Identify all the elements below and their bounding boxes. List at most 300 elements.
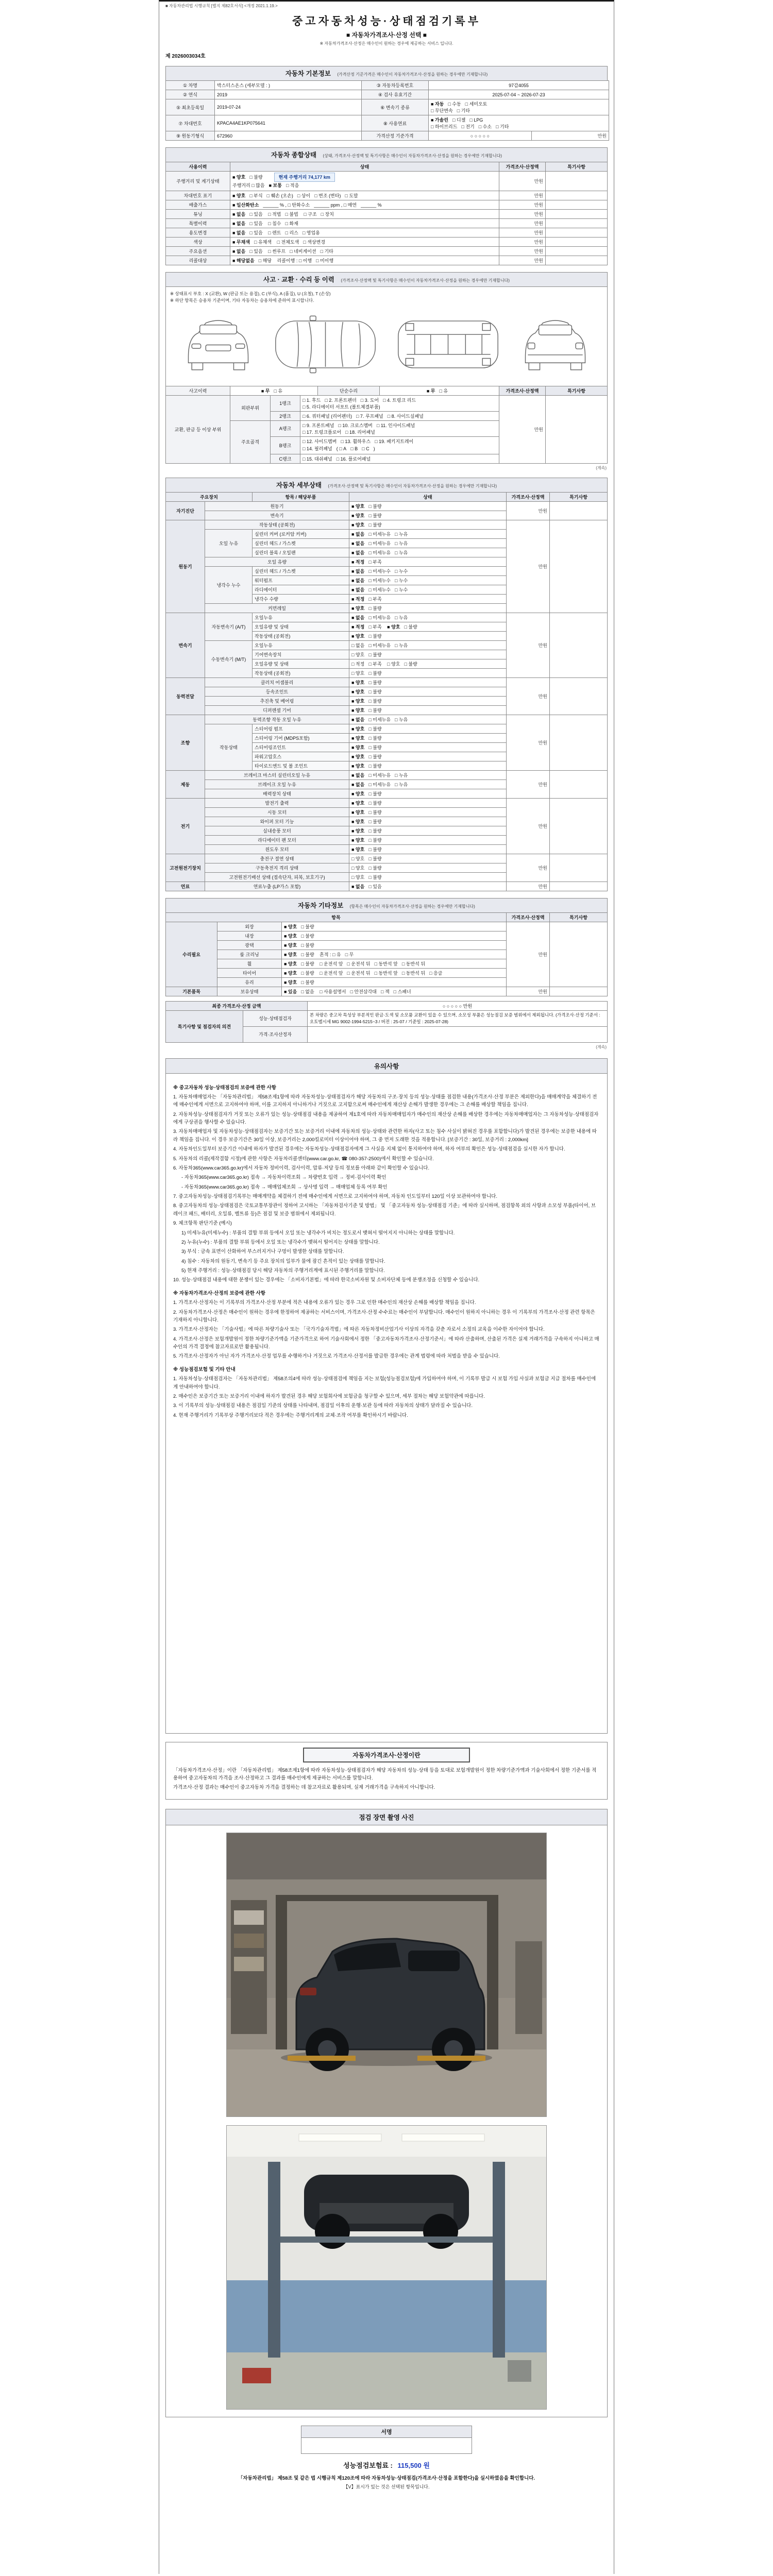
checkbox-전체도색[interactable]: □ 전체도색: [277, 239, 299, 245]
checkbox-1. 후드[interactable]: □ 1. 후드: [303, 397, 321, 403]
checkbox-없음[interactable]: ■ 없음: [232, 248, 246, 254]
checkbox-누유[interactable]: □ 누유: [395, 531, 408, 537]
checkbox-침수[interactable]: □ 침수: [268, 221, 281, 226]
acc2-table: [165, 395, 608, 464]
checkbox-있음[interactable]: □ 있음: [249, 230, 263, 235]
section-basic-title: 자동차 기본정보: [285, 70, 331, 77]
checkbox-13. 휠하우스[interactable]: □ 13. 휠하우스: [341, 438, 371, 444]
checkbox-화재[interactable]: □ 화재: [285, 221, 298, 226]
checkbox-11. 인사이드패널[interactable]: □ 11. 인사이드패널: [376, 422, 415, 428]
cell: [550, 677, 608, 715]
checkbox-세미오토[interactable]: □ 세미오토: [465, 101, 488, 107]
checkbox-없음[interactable]: ■ 없음: [232, 211, 246, 217]
checkbox-유[interactable]: □ 유: [332, 952, 341, 957]
cell: [546, 191, 608, 200]
checkbox-양호[interactable]: ■ 양호: [284, 961, 297, 967]
signature-area[interactable]: [301, 2438, 472, 2453]
checkbox-양호[interactable]: ■ 양호: [351, 754, 365, 759]
pricing-definition-title: 자동차가격조사·산정이란: [303, 1748, 470, 1762]
notice-paragraph: 2. 매수인은 보증기간 또는 보증거리 이내에 하자가 발견된 경우 해당 보험회사에 보험금을 청구할 수 있으며, 세부 절차는 해당 보험약관에 따릅니다.: [173, 1393, 485, 1399]
checkbox-불량[interactable]: □ 불량: [301, 952, 314, 957]
checkbox-기타[interactable]: □ 기타: [496, 124, 509, 129]
checkbox-불법[interactable]: □ 불법: [285, 211, 298, 217]
checkbox-17. 트렁크플로어[interactable]: □ 17. 트렁크플로어: [303, 429, 342, 435]
photos-box: [165, 1825, 608, 2417]
checkbox-운전석 뒤[interactable]: □ 운전석 뒤: [347, 970, 371, 976]
checkbox-3. 도어[interactable]: □ 3. 도어: [360, 397, 379, 403]
checkbox-도말[interactable]: □ 도말: [345, 193, 358, 198]
cell: [546, 246, 608, 256]
checkbox-응급[interactable]: □ 응급: [429, 970, 443, 976]
confirm-statement: 「자동차관리법」 제58조 및 같은 법 시행규칙 제120조에 따라 자동차성능·상태점검(가격조사·산정을 포함한다)을 실시하였음을 확인합니다.: [238, 2476, 535, 2482]
checkbox-양호[interactable]: ■ 양호: [351, 698, 365, 704]
checkbox-장치[interactable]: □ 장치: [321, 211, 334, 217]
checkbox-LPG[interactable]: □ LPG: [469, 117, 483, 123]
checkbox-양호[interactable]: □ 양호: [351, 874, 365, 880]
checkbox-불량[interactable]: □ 불량: [301, 933, 314, 939]
cell: 만원: [499, 256, 546, 265]
cell: 만원: [499, 218, 546, 228]
checkbox-운전석 앞[interactable]: □ 운전석 앞: [320, 961, 343, 967]
cell: ⑥ 변속기 종류: [362, 99, 429, 115]
header-cell: 특기사항: [550, 492, 608, 501]
checkbox-불량[interactable]: □ 불량: [368, 865, 382, 871]
checkbox-불량[interactable]: □ 불량: [368, 874, 382, 880]
cell: 스티어링조인트: [253, 742, 349, 752]
checkbox-4. 트렁크 리드[interactable]: □ 4. 트렁크 리드: [383, 397, 416, 403]
cell: 시동 모터: [205, 807, 349, 817]
notice-paragraph: 2) 누유(누수) : 부품의 결합 부위 등에서 오일 또는 냉각수가 맺혀서 떨어지는 상태를 말합니다.: [181, 1239, 380, 1245]
header-cell: 사용이력: [166, 162, 230, 172]
checkbox-19. 패키지트레이[interactable]: □ 19. 패키지트레이: [375, 438, 414, 444]
checkbox-적법[interactable]: □ 적법: [268, 211, 281, 217]
checkbox-미세누유[interactable]: □ 미세누유: [368, 642, 391, 648]
checkbox-cell: [230, 191, 499, 200]
checkbox-불량[interactable]: □ 불량: [368, 819, 382, 824]
checkbox-양호[interactable]: ■ 양호: [232, 175, 246, 180]
cell: 2025-07-04 ~ 2026-07-23: [429, 90, 609, 99]
checkbox-cell: [230, 209, 499, 218]
checkbox-동반석 앞[interactable]: □ 동반석 앞: [374, 970, 398, 976]
checkbox-양호[interactable]: ■ 양호: [351, 513, 365, 518]
cell: 가격·조사산정자: [243, 1026, 308, 1042]
checkbox-있음[interactable]: □ 있음: [368, 884, 382, 889]
checkbox-양호[interactable]: ■ 양호: [351, 744, 365, 750]
checkbox-15. 대쉬패널[interactable]: □ 15. 대쉬패널: [303, 456, 332, 462]
cell: 원동기: [166, 520, 205, 613]
checkbox-2. 프론트펜더[interactable]: □ 2. 프론트펜더: [325, 397, 357, 403]
checkbox-수동[interactable]: □ 수동: [448, 101, 461, 107]
cell: [546, 395, 608, 463]
cell: 오일누유: [253, 640, 349, 650]
checkbox-불량[interactable]: □ 불량: [368, 633, 382, 639]
checkbox-양호[interactable]: ■ 양호: [351, 503, 365, 509]
checkbox-유[interactable]: □ 유: [439, 388, 448, 394]
checkbox-양호[interactable]: ■ 양호: [284, 942, 297, 948]
cell: 원동기: [205, 501, 349, 511]
cell: 유리: [217, 977, 282, 987]
checkbox-없음[interactable]: ■ 없음: [351, 578, 365, 583]
header-cell: 특기사항: [546, 386, 608, 395]
checkbox-미이행[interactable]: □ 미이행: [316, 258, 334, 263]
checkbox-미세누유[interactable]: □ 미세누유: [368, 531, 391, 537]
checkbox-cell: [230, 237, 499, 246]
checkbox-양호[interactable]: ■ 양호: [351, 726, 365, 732]
checkbox-적정[interactable]: □ 적정: [351, 661, 365, 667]
checkbox-무[interactable]: □ 무: [345, 952, 354, 957]
checkbox-없음[interactable]: ■ 없음: [351, 587, 365, 592]
checkbox-불량[interactable]: □ 불량: [368, 744, 382, 750]
checkbox-불량[interactable]: □ 불량: [368, 837, 382, 843]
notice-paragraph: 10. 성능·상태점검 내용에 대한 분쟁이 있는 경우에는 「소비자기본법」에 따라 한국소비자원 및 소비자단체 등에 분쟁조정을 신청할 수 있습니다.: [173, 1277, 480, 1283]
checkbox-운전석 뒤[interactable]: □ 운전석 뒤: [347, 961, 371, 967]
checkbox-불량[interactable]: □ 불량: [404, 661, 417, 667]
checkbox-없음[interactable]: ■ 없음: [351, 531, 365, 537]
cell: ④ 검사 유효기간: [362, 90, 429, 99]
cell: 가격산정 기준가격: [362, 131, 429, 141]
checkbox-양호[interactable]: ■ 양호: [284, 933, 297, 939]
checkbox-cell: [349, 835, 507, 844]
checkbox-없음[interactable]: ■ 없음: [351, 615, 365, 620]
checkbox-잭[interactable]: □ 잭: [381, 989, 390, 994]
checkbox-불량[interactable]: □ 불량: [368, 754, 382, 759]
checkbox-8. 사이드실패널[interactable]: □ 8. 사이드실패널: [387, 413, 424, 419]
cell: 구동축전지 격리 상태: [205, 863, 349, 872]
checkbox-있음[interactable]: □ 있음: [249, 211, 263, 217]
checkbox-썬루프[interactable]: □ 썬루프: [268, 248, 286, 254]
checkbox-누유[interactable]: □ 누유: [395, 540, 408, 546]
checkbox-누유[interactable]: □ 누유: [395, 782, 408, 787]
checkbox-양호[interactable]: ■ 양호: [351, 689, 365, 694]
car-diagram-front-icon: [176, 307, 261, 382]
cell: [546, 209, 608, 218]
checkbox-많음[interactable]: □ 많음: [251, 183, 265, 189]
checkbox-누유[interactable]: □ 누유: [395, 642, 408, 648]
checkbox-양호[interactable]: ■ 양호: [284, 952, 297, 957]
checkbox-없음[interactable]: ■ 없음: [351, 884, 365, 889]
checkbox-네비게이션[interactable]: □ 네비게이션: [290, 248, 316, 254]
checkbox-적정[interactable]: ■ 적정: [351, 559, 365, 565]
checkbox-해당[interactable]: □ 해당: [258, 258, 272, 263]
checkbox-무[interactable]: ■ 무: [426, 388, 435, 394]
checkbox-양호[interactable]: □ 양호: [351, 652, 365, 657]
checkbox-cell: ■ 일산화탄소 ______ % , □ 탄화수소 ______ ppm , □ 매연 ______ %: [230, 200, 499, 209]
checkbox-적음[interactable]: □ 적음: [285, 183, 299, 189]
notice-paragraph: 4. 가격조사·산정은 보험개발원이 정한 차량기준가액을 기준가격으로 하여 기술사회에서 정한 「중고자동차가격조사·산정기준서」에 따라 산출하며, 산출된 가격은 실제 거래가격을 구속하지 아니하고 매수인의 가격 결정에 참고자료로만 활용됩니다.: [173, 1336, 599, 1350]
checkbox-양호[interactable]: ■ 양호: [232, 193, 246, 198]
checkbox-미세누유[interactable]: □ 미세누유: [368, 615, 391, 620]
notice-paragraph: 1. 자동차성능·상태점검자는 「자동차관리법」 제58조의4에 따라 성능·상태점검에 책임을 지는 보험(성능점검보험)에 가입하여야 하며, 이 기록부 발급 시 보험 가입 사실과 보험금 지급 절차를 매수인에게 안내하여야 합니다.: [173, 1376, 596, 1390]
checkbox-누유[interactable]: □ 누유: [395, 772, 408, 778]
checkbox-불량[interactable]: □ 불량: [368, 735, 382, 741]
checkbox-불량[interactable]: □ 불량: [368, 605, 382, 611]
checkbox-부족[interactable]: □ 부족: [368, 596, 382, 602]
checkbox-누수[interactable]: □ 누수: [395, 587, 408, 592]
checkbox-불량[interactable]: □ 불량: [301, 961, 314, 967]
checkbox-미세누유[interactable]: □ 미세누유: [368, 717, 391, 722]
checkbox-7. 루프패널[interactable]: □ 7. 루프패널: [356, 413, 383, 419]
checkbox-없음[interactable]: ■ 없음: [232, 230, 246, 235]
checkbox-불량[interactable]: □ 불량: [368, 846, 382, 852]
checkbox-양호[interactable]: ■ 양호: [351, 522, 365, 528]
checkbox-가솔린[interactable]: ■ 가솔린: [431, 117, 449, 123]
cell: 만원: [507, 715, 550, 770]
checkbox-있음[interactable]: □ 있음: [249, 221, 263, 226]
cell: 커먼레일: [205, 603, 349, 613]
checkbox-양호[interactable]: ■ 양호: [351, 605, 365, 611]
checkbox-없음[interactable]: ■ 없음: [351, 550, 365, 555]
detail-table: [165, 492, 608, 891]
pricing-select-note: ※ 자동차가격조사·산정은 매수인이 원하는 경우에 제공하는 서비스 입니다.: [320, 41, 453, 46]
checkbox-디젤[interactable]: □ 디젤: [452, 117, 466, 123]
checkbox-불량[interactable]: □ 불량: [249, 175, 263, 180]
checkbox-양호[interactable]: ■ 양호: [351, 846, 365, 852]
cell: 만원: [507, 854, 550, 882]
checkbox-cell: [429, 115, 609, 131]
cell: [546, 256, 608, 265]
checkbox-사용설명서[interactable]: □ 사용설명서: [320, 989, 346, 994]
checkbox-누유[interactable]: □ 누유: [395, 550, 408, 555]
checkbox-불량[interactable]: □ 불량: [368, 670, 382, 676]
checkbox-없음[interactable]: □ 없음: [301, 989, 314, 994]
checkbox-미세누유[interactable]: □ 미세누유: [368, 540, 391, 546]
checkbox-14. 필러패널[interactable]: □ 14. 필러패널: [303, 446, 332, 452]
checkbox-미세누수[interactable]: □ 미세누수: [368, 568, 391, 574]
checkbox-부식[interactable]: □ 부식: [249, 193, 263, 198]
checkbox-B[interactable]: □ B: [350, 446, 358, 452]
checkbox-cell: ■ 해당없음 □ 해당 리콜이행 : □ 이행 □ 미이행: [230, 256, 499, 265]
checkbox-cell: [349, 789, 507, 798]
cell: 연료누출 (LP가스 포함): [205, 882, 349, 891]
checkbox-양호[interactable]: ■ 양호: [351, 809, 365, 815]
checkbox-10. 크로스멤버[interactable]: □ 10. 크로스멤버: [338, 422, 373, 428]
checkbox-불량[interactable]: □ 불량: [368, 652, 382, 657]
notice-paragraph: 3. 가격조사·산정자는 「기술사법」에 따른 차량기술사 또는 「국가기술자격법」에 따른 자동차정비산업기사 이상의 자격을 갖춘 자로서 소정의 교육을 이수한 자이어야 합니다.: [173, 1327, 545, 1333]
header-cell: 특기사항: [550, 912, 608, 922]
checkbox-동반석 뒤[interactable]: □ 동반석 뒤: [401, 961, 426, 967]
checkbox-불량[interactable]: □ 불량: [301, 942, 314, 948]
checkbox-누유[interactable]: □ 누유: [395, 717, 408, 722]
cell: 만원: [507, 520, 550, 613]
checkbox-양호[interactable]: ■ 양호: [351, 735, 365, 741]
checkbox-cell: [429, 99, 609, 115]
checkbox-미세누유[interactable]: □ 미세누유: [368, 550, 391, 555]
checkbox-양호[interactable]: ■ 양호: [284, 924, 297, 929]
checkbox-무채색[interactable]: ■ 무채색: [232, 239, 250, 245]
checkbox-있음[interactable]: □ 있음: [249, 248, 263, 254]
checkbox-불량[interactable]: □ 불량: [301, 979, 314, 985]
checkbox-미세누수[interactable]: □ 미세누수: [368, 578, 391, 583]
notice-paragraph: - 자동차365(www.car365.go.kr) 접속 → 자동차이력조회 → 차량번호 입력 → 정비·검사이력 확인: [181, 1175, 386, 1181]
checkbox-수소[interactable]: □ 수소: [478, 124, 492, 129]
checkbox-불량[interactable]: □ 불량: [368, 680, 382, 685]
checkbox-없음[interactable]: ■ 없음: [351, 568, 365, 574]
cell: B랭크: [271, 436, 300, 454]
checkbox-16. 플로어패널[interactable]: □ 16. 플로어패널: [336, 456, 371, 462]
signature-box: [301, 2426, 472, 2454]
checkbox-불량[interactable]: □ 불량: [368, 791, 382, 796]
checkbox-cell: [349, 566, 507, 575]
checkbox-불량[interactable]: □ 불량: [368, 726, 382, 732]
page-title: 중고자동차성능·상태점검기록부: [292, 15, 481, 27]
checkbox-적정[interactable]: ■ 적정: [351, 624, 365, 630]
checkbox-부족[interactable]: □ 부족: [368, 661, 382, 667]
checkbox-변조 (변타)[interactable]: □ 변조 (변타): [314, 193, 341, 198]
cell: 디퍼렌셜 기어: [205, 705, 349, 715]
checkbox-없음[interactable]: □ 없음: [351, 642, 365, 648]
checkbox-불량[interactable]: □ 불량: [368, 856, 382, 861]
checkbox-양호[interactable]: ■ 양호: [351, 707, 365, 713]
checkbox-미세누유[interactable]: □ 미세누유: [368, 782, 391, 787]
checkbox-5. 라디에이터 서포트 (볼트체결부품)[interactable]: □ 5. 라디에이터 서포트 (볼트체결부품): [303, 404, 380, 410]
pricing-definition-section: [165, 1742, 608, 1800]
checkbox-일산화탄소[interactable]: ■ 일산화탄소: [232, 202, 259, 208]
title-block: [165, 13, 608, 46]
checkbox-안전삼각대[interactable]: □ 안전삼각대: [350, 989, 377, 994]
checkbox-양호[interactable]: ■ 양호: [351, 819, 365, 824]
checkbox-없음[interactable]: ■ 없음: [351, 782, 365, 787]
checkbox-누수[interactable]: □ 누수: [395, 568, 408, 574]
checkbox-양호[interactable]: ■ 양호: [284, 970, 297, 976]
checkbox-없음[interactable]: ■ 없음: [351, 540, 365, 546]
checkbox-cell: [349, 882, 507, 891]
checkbox-무[interactable]: ■ 무: [261, 388, 270, 394]
cell: ② 연식: [166, 90, 215, 99]
checkbox-부족[interactable]: □ 부족: [368, 559, 382, 565]
cell[interactable]: [308, 1026, 608, 1042]
checkbox-양호[interactable]: □ 양호: [351, 670, 365, 676]
checkbox-없음[interactable]: ■ 없음: [232, 221, 246, 226]
checkbox-불량[interactable]: □ 불량: [368, 689, 382, 694]
checkbox-불량[interactable]: □ 불량: [301, 924, 314, 929]
checkbox-부족[interactable]: □ 부족: [368, 624, 382, 630]
checkbox-불량[interactable]: □ 불량: [368, 707, 382, 713]
checkbox-이행[interactable]: □ 이행: [298, 258, 312, 263]
checkbox-있음[interactable]: ■ 있음: [284, 989, 297, 994]
checkbox-렌트[interactable]: □ 렌트: [268, 230, 281, 235]
cell: ○ ○ ○ ○ ○: [429, 131, 532, 141]
section-basic-header: [165, 66, 608, 81]
checkbox-양호[interactable]: ■ 양호: [351, 763, 365, 769]
checkbox-누수[interactable]: □ 누수: [395, 578, 408, 583]
checkbox-적정[interactable]: ■ 적정: [351, 596, 365, 602]
notice-paragraph: 4. 자동차인도일부터 보증기간 이내에 하자가 발견된 경우에는 자동차성능·상태점검자에게 그 사실을 지체 없이 통지하여야 하며, 하자 여부의 확인은 성능·상태점검을 실시한 자가 합니다.: [173, 1146, 565, 1153]
checkbox-양호[interactable]: ■ 양호: [351, 837, 365, 843]
checkbox-양호[interactable]: ■ 양호: [351, 633, 365, 639]
checkbox-양호[interactable]: ■ 양호: [351, 800, 365, 806]
checkbox-cell: [349, 622, 507, 631]
checkbox-유[interactable]: □ 유: [274, 388, 283, 394]
checkbox-미세누유[interactable]: □ 미세누유: [368, 772, 391, 778]
cell: [546, 172, 608, 191]
cell: KPACA4AE1KP075641: [215, 115, 362, 131]
checkbox-영업용[interactable]: □ 영업용: [302, 230, 320, 235]
checkbox-구조[interactable]: □ 구조: [304, 211, 317, 217]
checkbox-양호[interactable]: □ 양호: [351, 856, 365, 861]
checkbox-없음[interactable]: ■ 없음: [351, 772, 365, 778]
checkbox-동반석 뒤[interactable]: □ 동반석 뒤: [401, 970, 426, 976]
etc-table: [165, 912, 608, 996]
checkbox-불량[interactable]: □ 불량: [404, 624, 417, 630]
checkbox-cell: [349, 603, 507, 613]
cell: [550, 715, 608, 770]
cell: 작동상태: [205, 724, 253, 770]
checkbox-기타[interactable]: □ 기타: [320, 248, 333, 254]
checkbox-자동[interactable]: ■ 자동: [431, 101, 444, 107]
checkbox-불량[interactable]: □ 불량: [301, 970, 314, 976]
checkbox-불량[interactable]: □ 불량: [368, 809, 382, 815]
cell: 타이로드엔드 및 볼 조인트: [253, 761, 349, 770]
cell: 특별이력: [166, 218, 230, 228]
cell: 휠: [217, 959, 282, 968]
checkbox-18. 리어패널[interactable]: □ 18. 리어패널: [345, 429, 375, 435]
checkbox-불량[interactable]: □ 불량: [368, 828, 382, 834]
checkbox-불량[interactable]: □ 불량: [368, 513, 382, 518]
checkbox-없음[interactable]: ■ 없음: [351, 717, 365, 722]
checkbox-불량[interactable]: □ 불량: [368, 763, 382, 769]
cell: 브레이크 마스터 실린더오일 누유: [205, 770, 349, 779]
checkbox-스패너[interactable]: □ 스패너: [393, 989, 411, 994]
checkbox-미세누수[interactable]: □ 미세누수: [368, 587, 391, 592]
checkbox-매연[interactable]: □ 매연: [343, 202, 357, 208]
checkbox-양호[interactable]: ■ 양호: [351, 680, 365, 685]
checkbox-불량[interactable]: □ 불량: [368, 503, 382, 509]
checkbox-양호[interactable]: □ 양호: [351, 865, 365, 871]
checkbox-무단변속[interactable]: □ 무단변속: [431, 108, 453, 113]
cell: 수동변속기 (M/T): [205, 640, 253, 677]
checkbox-9. 프론트패널[interactable]: □ 9. 프론트패널: [303, 422, 334, 428]
checkbox-양호[interactable]: □ 양호: [387, 661, 400, 667]
checkbox-양호[interactable]: ■ 양호: [387, 624, 400, 630]
checkbox-불량[interactable]: □ 불량: [368, 800, 382, 806]
checkbox-6. 쿼터패널 (리어펜더)[interactable]: □ 6. 쿼터패널 (리어펜더): [303, 413, 352, 419]
checkbox-양호[interactable]: ■ 양호: [351, 828, 365, 834]
inspection-record-sheet: [159, 0, 614, 2574]
checkbox-보통[interactable]: ■ 보통: [268, 183, 282, 189]
checkbox-C[interactable]: □ C: [362, 446, 369, 452]
checkbox-양호[interactable]: ■ 양호: [351, 791, 365, 796]
cell: 실린더 헤드 / 가스켓: [253, 566, 349, 575]
cell: 1랭크: [271, 395, 300, 411]
checkbox-탄화수소[interactable]: □ 탄화수소: [288, 202, 310, 208]
checkbox-누유[interactable]: □ 누유: [395, 615, 408, 620]
cell: ⑦ 차대번호: [166, 115, 215, 131]
checkbox-상이[interactable]: □ 상이: [297, 193, 311, 198]
checkbox-양호[interactable]: ■ 양호: [284, 979, 297, 985]
checkbox-전기[interactable]: □ 전기: [461, 124, 475, 129]
checkbox-훼손 (오손)[interactable]: □ 훼손 (오손): [266, 193, 293, 198]
checkbox-기타[interactable]: □ 기타: [457, 108, 470, 113]
checkbox-A[interactable]: □ A: [339, 446, 347, 452]
notice-paragraph: 3. 자동차매매업자 및 자동차성능·상태점검자는 보증기간 또는 보증거리 이내에 자동차의 성능·상태와 관련한 하자(사고 또는 침수 사실이 밝혀진 경우를 포함합니다)가 발견된 경우에는 보증한 내용에 따라 책임을 집니다. 이 경우 보증기간은 30일 이상, 보증거리는 2,000킬로미터 이상이어야 하며, 그 중 먼저 도래한 것을 적용합니다. [보증기간 : 30일, 보증거리 : 2,000km]: [173, 1129, 597, 1143]
checkbox-동반석 앞[interactable]: □ 동반석 앞: [374, 961, 398, 967]
checkbox-리스[interactable]: □ 리스: [285, 230, 298, 235]
checkbox-해당없음[interactable]: ■ 해당없음: [232, 258, 255, 263]
notice-paragraph: - 자동차365(www.car365.go.kr) 접속 → 매매업체조회 → 상사명 입력 → 매매업체 등록 여부 확인: [181, 1184, 388, 1190]
checkbox-운전석 앞[interactable]: □ 운전석 앞: [320, 970, 343, 976]
cell: 2019-07-24: [215, 99, 362, 115]
header-cell: 항목: [166, 912, 507, 922]
basic-info-table-host: [165, 80, 608, 141]
checkbox-색상변경[interactable]: □ 색상변경: [303, 239, 326, 245]
cell: 실린더 커버 (로커암 커버): [253, 529, 349, 538]
checkbox-12. 사이드멤버[interactable]: □ 12. 사이드멤버: [303, 438, 337, 444]
checkbox-불량[interactable]: □ 불량: [368, 698, 382, 704]
checkbox-불량[interactable]: □ 불량: [368, 522, 382, 528]
section-detail-note: (가격조사·산정액 및 특기사항은 매수인이 자동차가격조사·산정을 원하는 경우에만 기재합니다): [328, 483, 497, 488]
checkbox-하이브리드[interactable]: □ 하이브리드: [431, 124, 458, 129]
checkbox-유채색[interactable]: □ 유채색: [254, 239, 272, 245]
